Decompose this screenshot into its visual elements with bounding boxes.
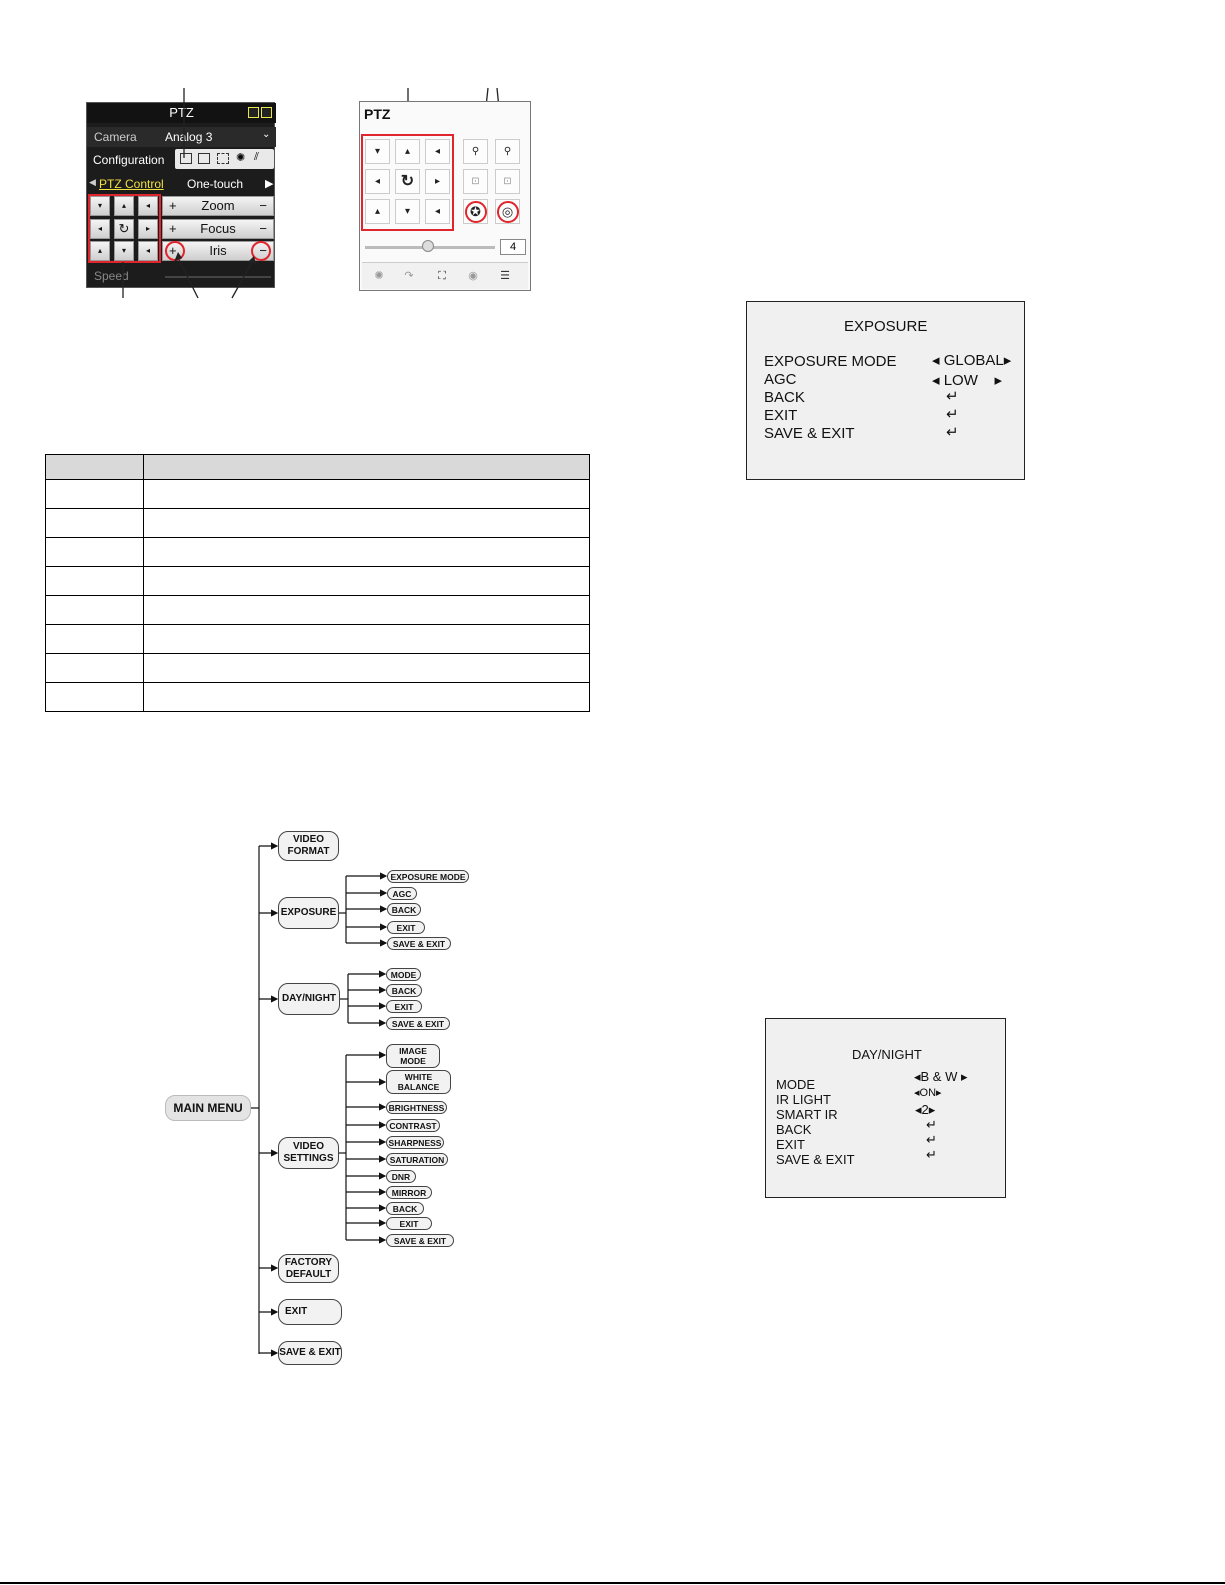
focus-near-button[interactable]: + [169,221,177,236]
enter-icon[interactable]: ↵ [926,1147,937,1162]
osd-item-label: EXIT [776,1137,805,1152]
osd-item-label: EXPOSURE MODE [764,353,897,370]
zoom-in-button[interactable]: + [169,198,177,213]
wiper-icon[interactable]: ↷ [404,270,414,282]
zoom-in-icon[interactable]: ⚲ [463,139,488,164]
pan-up-left-button[interactable]: ▾ [90,196,110,216]
page-bottom-rule [0,1582,1225,1584]
menu-leaf: AGC [387,887,417,900]
tab-right-arrow-icon[interactable]: ▶ [265,178,274,190]
enter-icon[interactable]: ↵ [926,1117,937,1132]
focus-far-button[interactable]: − [259,221,267,236]
one-touch-focus-icon[interactable]: ⛶ [438,270,446,282]
web-pan-up-button[interactable]: ▴ [395,139,420,164]
zoom-out-icon[interactable]: ⚲ [495,139,520,164]
menu-leaf: BACK [386,984,422,997]
iris-open-button[interactable]: + [169,243,177,258]
menu-leaf: MIRROR [386,1186,432,1199]
menu-node-factory-default: FACTORY DEFAULT [278,1254,339,1283]
enter-icon[interactable]: ↵ [946,388,959,405]
tab-ptz-control[interactable]: PTZ Control [99,177,164,191]
menu-leaf: BRIGHTNESS [386,1101,447,1114]
osd-item-value[interactable]: ◂B & W ▸ [914,1069,968,1084]
pan-right-button[interactable]: ▸ [138,219,158,239]
osd-item-label: BACK [776,1122,812,1137]
osd-item-label: SMART IR [776,1107,838,1122]
web-pan-up-right-button[interactable]: ◂ [425,139,450,164]
light-icon[interactable]: ✺ [374,270,384,282]
web-pan-down-right-button[interactable]: ◂ [425,199,450,224]
pan-down-right-button[interactable]: ◂ [138,241,158,261]
pan-down-button[interactable]: ▾ [114,241,134,261]
enter-icon[interactable]: ↵ [946,424,959,441]
menu-leaf: EXIT [386,1217,432,1230]
auto-rotate-button[interactable]: ↻ [114,219,134,239]
web-pan-up-left-button[interactable]: ▾ [365,139,390,164]
camera-label: Camera [94,130,137,144]
focus-label: Focus [200,221,236,236]
web-pan-down-left-button[interactable]: ▴ [365,199,390,224]
enter-icon[interactable]: ↵ [926,1132,937,1147]
menu-leaf: CONTRAST [386,1119,440,1132]
menu-root-node: MAIN MENU [165,1095,251,1121]
menu-node-video-format: VIDEO FORMAT [278,831,339,861]
menu-icon[interactable]: ☰ [500,270,510,282]
menu-leaf: WHITE BALANCE [386,1070,451,1094]
menu-leaf: BACK [386,1202,424,1215]
exposure-osd-title: EXPOSURE [844,318,928,335]
chevron-down-icon[interactable]: ⌄ [262,129,271,140]
menu-node-save-exit: SAVE & EXIT [278,1341,342,1365]
iris-open-icon[interactable]: ✪ [463,199,488,224]
web-ptz-title: PTZ [364,106,391,122]
menu-leaf: BACK [387,903,421,916]
speed-label: Speed [94,269,129,283]
menu-leaf: SATURATION [386,1153,448,1166]
iris-close-button[interactable]: − [259,243,267,258]
pan-left-button[interactable]: ◂ [90,219,110,239]
tab-one-touch[interactable]: One-touch [187,177,244,191]
web-pan-left-button[interactable]: ◂ [365,169,390,194]
lens-init-icon[interactable]: ◉ [468,270,478,282]
menu-leaf: MODE [386,968,421,981]
web-pan-right-button[interactable]: ▸ [425,169,450,194]
osd-item-value[interactable]: ◂2▸ [915,1102,936,1117]
iris-label: Iris [209,243,227,258]
pan-down-left-button[interactable]: ▴ [90,241,110,261]
osd-item-label: SAVE & EXIT [764,425,855,442]
osd-item-label: BACK [764,389,805,406]
focus-far-icon[interactable]: ⊡ [495,169,520,194]
web-speed-value: 4 [500,239,526,255]
web-auto-rotate-button[interactable]: ↻ [395,169,420,194]
pan-up-right-button[interactable]: ◂ [138,196,158,216]
menu-leaf: SAVE & EXIT [386,1234,454,1247]
dvr-ptz-title: PTZ [87,103,276,123]
configuration-label: Configuration [93,153,165,167]
osd-item-label: IR LIGHT [776,1092,831,1107]
osd-item-value[interactable]: ◂ON▸ [914,1087,942,1099]
menu-leaf: SHARPNESS [386,1136,444,1149]
menu-node-day-night: DAY/NIGHT [278,983,340,1015]
osd-item-label: SAVE & EXIT [776,1152,855,1167]
osd-item-value[interactable]: ◂ GLOBAL▸ [932,352,1012,369]
daynight-osd-title: DAY/NIGHT [852,1047,922,1062]
menu-node-exposure: EXPOSURE [278,897,339,929]
focus-near-icon[interactable]: ⊡ [463,169,488,194]
menu-leaf: EXPOSURE MODE [387,870,469,883]
menu-node-exit: EXIT [278,1299,342,1325]
enter-icon[interactable]: ↵ [946,406,959,423]
osd-item-value[interactable]: ◂ LOW ▸ [932,372,1003,389]
camera-select[interactable]: Analog 3 [165,130,213,144]
osd-item-label: AGC [764,371,797,388]
web-pan-down-button[interactable]: ▾ [395,199,420,224]
osd-item-label: EXIT [764,407,798,424]
menu-leaf: DNR [386,1170,416,1183]
wiper-icon[interactable]: ⫽ [254,151,259,163]
menu-leaf: SAVE & EXIT [386,1017,450,1030]
osd-item-label: MODE [776,1077,815,1092]
menu-leaf: SAVE & EXIT [387,937,451,950]
pan-up-button[interactable]: ▴ [114,196,134,216]
light-icon[interactable]: ✺ [236,152,246,164]
tab-left-arrow-icon[interactable]: ◀ [89,177,96,187]
menu-leaf: EXIT [386,1000,422,1013]
zoom-label: Zoom [201,198,235,213]
menu-node-video-settings: VIDEO SETTINGS [278,1137,339,1169]
iris-close-icon[interactable]: ◎ [495,199,520,224]
menu-leaf: EXIT [387,921,425,934]
menu-leaf: IMAGE MODE [386,1044,440,1068]
zoom-out-button[interactable]: − [259,198,267,213]
